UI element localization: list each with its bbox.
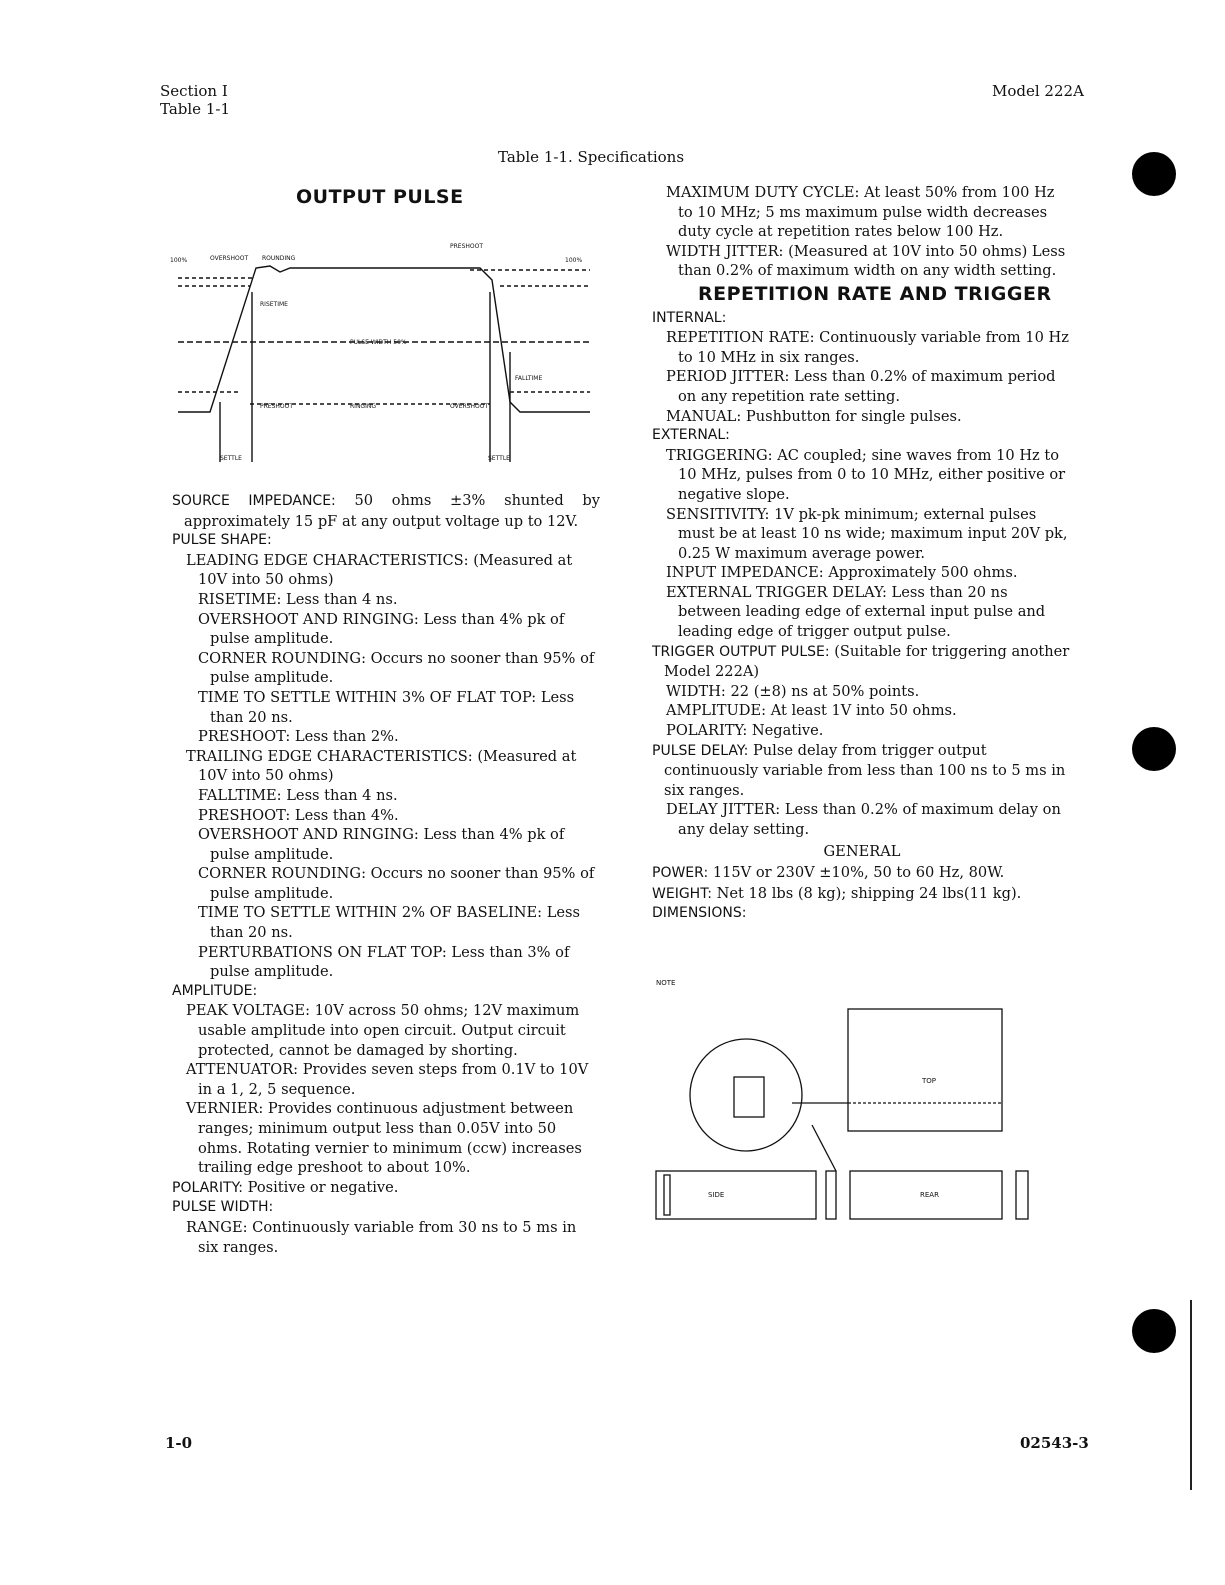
- svg-text:SETTLE: SETTLE: [220, 455, 242, 462]
- right-column: [652, 183, 1072, 924]
- page-number: 1-0: [165, 1434, 193, 1452]
- dim-top-label: TOP: [922, 1077, 937, 1085]
- table-ref: Table 1-1: [160, 100, 230, 118]
- pulse-delay-text: Pulse delay from trigger output continuously variable from less than 100 ns to 5 ms in six ranges.: [664, 741, 1066, 799]
- general-heading: GENERAL: [823, 842, 901, 860]
- sensitivity: SENSITIVITY: 1V pk-pk minimum; external pulses must be at least 10 ns wide; maximum input 20V pk, 0.25 W maximum average power.: [666, 505, 1068, 562]
- source-impedance-label: SOURCE IMPEDANCE:: [172, 493, 336, 509]
- svg-text:PRESHOOT: PRESHOOT: [260, 403, 294, 410]
- power-text: 115V or 230V ±10%, 50 to 60 Hz, 80W.: [712, 864, 1005, 882]
- le-settle: TIME TO SETTLE WITHIN 3% OF FLAT TOP: Less than 20 ns.: [198, 688, 575, 726]
- vernier: VERNIER: Provides continuous adjustment between ranges; minimum output less than 0.05V into 50 ohms. Rotating vernier to minimum (ccw) increases trailing edge preshoot to about 10%.: [186, 1100, 582, 1177]
- svg-text:FALLTIME: FALLTIME: [515, 375, 543, 382]
- model-label: Model 222A: [992, 82, 1084, 100]
- trailing-edge-heading: TRAILING EDGE CHARACTERISTICS: (Measured at 10V into 50 ohms): [186, 747, 577, 785]
- left-column: [172, 491, 600, 1257]
- repetition-heading: REPETITION RATE AND TRIGGER: [698, 282, 1052, 305]
- te-falltime: FALLTIME: Less than 4 ns.: [198, 786, 398, 804]
- svg-text:100%: 100%: [565, 257, 583, 264]
- le-overshoot: OVERSHOOT AND RINGING: Less than 4% pk of pulse amplitude.: [198, 610, 565, 648]
- dim-note: NOTE: [656, 979, 676, 987]
- trigger-output-label: TRIGGER OUTPUT PULSE:: [652, 643, 830, 660]
- svg-text:PRESHOOT: PRESHOOT: [450, 243, 484, 250]
- period-jitter: PERIOD JITTER: Less than 0.2% of maximum period on any repetition rate setting.: [666, 368, 1056, 405]
- triggering: TRIGGERING: AC coupled; sine waves from 10 Hz to 10 MHz, pulses from 0 to 10 MHz, either positive or negative slope.: [666, 446, 1066, 503]
- dimensions-label: DIMENSIONS:: [652, 905, 747, 922]
- dimensions-drawing: [652, 975, 1072, 1245]
- weight-label: WEIGHT:: [652, 885, 712, 902]
- svg-text:RINGING: RINGING: [350, 403, 376, 410]
- te-overshoot: OVERSHOOT AND RINGING: Less than 4% pk of pulse amplitude.: [198, 826, 565, 863]
- dim-side-label: SIDE: [708, 1191, 725, 1199]
- internal-label: INTERNAL:: [652, 309, 727, 326]
- peak-voltage: PEAK VOLTAGE: 10V across 50 ohms; 12V maximum usable amplitude into open circuit. Output circuit protected, cannot be damaged by shorting.: [186, 1002, 580, 1059]
- svg-text:SETTLE: SETTLE: [488, 455, 510, 462]
- trigger-width: WIDTH: 22 (±8) ns at 50% points.: [666, 682, 920, 700]
- binder-hole-middle: [1132, 727, 1176, 771]
- max-duty-cycle: MAXIMUM DUTY CYCLE: At least 50% from 100 Hz to 10 MHz; 5 ms maximum pulse width decreases duty cycle at repetition rates below 100 Hz.: [666, 184, 1055, 241]
- binder-hole-top: [1132, 152, 1176, 196]
- attenuator: ATTENUATOR: Provides seven steps from 0.1V to 10V in a 1, 2, 5 sequence.: [186, 1061, 589, 1098]
- external-label: EXTERNAL:: [652, 427, 730, 444]
- dim-rear-label: REAR: [920, 1191, 939, 1199]
- trigger-polarity: POLARITY: Negative.: [666, 722, 824, 740]
- margin-rule: [1190, 1300, 1192, 1490]
- source-impedance-text: 50 ohms ±3% shunted by approximately 15 pF at any output voltage up to 12V.: [184, 492, 600, 530]
- le-risetime: RISETIME: Less than 4 ns.: [198, 590, 398, 608]
- le-preshoot: PRESHOOT: Less than 2%.: [198, 728, 399, 746]
- pulse-waveform-diagram: [170, 232, 600, 472]
- trigger-amplitude: AMPLITUDE: At least 1V into 50 ohms.: [666, 702, 957, 720]
- le-corner: CORNER ROUNDING: Occurs no sooner than 95% of pulse amplitude.: [198, 649, 595, 687]
- table-title: Table 1-1. Specifications: [498, 148, 685, 166]
- leading-edge-heading: LEADING EDGE CHARACTERISTICS: (Measured at 10V into 50 ohms): [186, 551, 573, 589]
- te-preshoot: PRESHOOT: Less than 4%.: [198, 806, 399, 824]
- pulse-shape-label: PULSE SHAPE:: [172, 532, 272, 549]
- amplitude-label: AMPLITUDE:: [172, 982, 258, 999]
- input-impedance: INPUT IMPEDANCE: Approximately 500 ohms.: [666, 564, 1018, 582]
- svg-text:100%: 100%: [170, 257, 188, 264]
- weight-text: Net 18 lbs (8 kg); shipping 24 lbs(11 kg).: [716, 884, 1022, 902]
- pulse-width-label: PULSE WIDTH:: [172, 1199, 274, 1216]
- svg-text:ROUNDING: ROUNDING: [262, 255, 296, 262]
- pulse-width-range: RANGE: Continuously variable from 30 ns to 5 ms in six ranges.: [186, 1218, 577, 1256]
- te-corner: CORNER ROUNDING: Occurs no sooner than 95% of pulse amplitude.: [198, 865, 595, 902]
- power-label: POWER:: [652, 865, 709, 882]
- binder-hole-bottom: [1132, 1309, 1176, 1353]
- output-pulse-heading: OUTPUT PULSE: [296, 186, 464, 208]
- svg-text:PULSE WIDTH 50%: PULSE WIDTH 50%: [350, 339, 407, 346]
- svg-text:OVERSHOOT: OVERSHOOT: [210, 255, 249, 262]
- section-label: Section I: [160, 82, 228, 100]
- te-perturbations: PERTURBATIONS ON FLAT TOP: Less than 3% of pulse amplitude.: [198, 943, 570, 981]
- svg-text:OVERSHOOT: OVERSHOOT: [450, 403, 489, 410]
- document-number: 02543-3: [1020, 1434, 1089, 1452]
- polarity-text: Positive or negative.: [247, 1178, 399, 1196]
- external-trigger-delay: EXTERNAL TRIGGER DELAY: Less than 20 ns between leading edge of external input pulse and leading edge of trigger output pulse.: [666, 583, 1046, 641]
- delay-jitter: DELAY JITTER: Less than 0.2% of maximum delay on any delay setting.: [666, 801, 1061, 838]
- svg-text:RISETIME: RISETIME: [260, 301, 288, 308]
- pulse-delay-label: PULSE DELAY:: [652, 742, 749, 759]
- te-settle: TIME TO SETTLE WITHIN 2% OF BASELINE: Less than 20 ns.: [198, 904, 581, 942]
- trigger-output-text: (Suitable for triggering another Model 222A): [664, 642, 1070, 681]
- width-jitter: WIDTH JITTER: (Measured at 10V into 50 ohms) Less than 0.2% of maximum width on any width setting.: [666, 242, 1066, 280]
- manual: MANUAL: Pushbutton for single pulses.: [666, 407, 962, 425]
- repetition-rate: REPETITION RATE: Continuously variable from 10 Hz to 10 MHz in six ranges.: [666, 329, 1069, 366]
- polarity-label: POLARITY:: [172, 1179, 243, 1196]
